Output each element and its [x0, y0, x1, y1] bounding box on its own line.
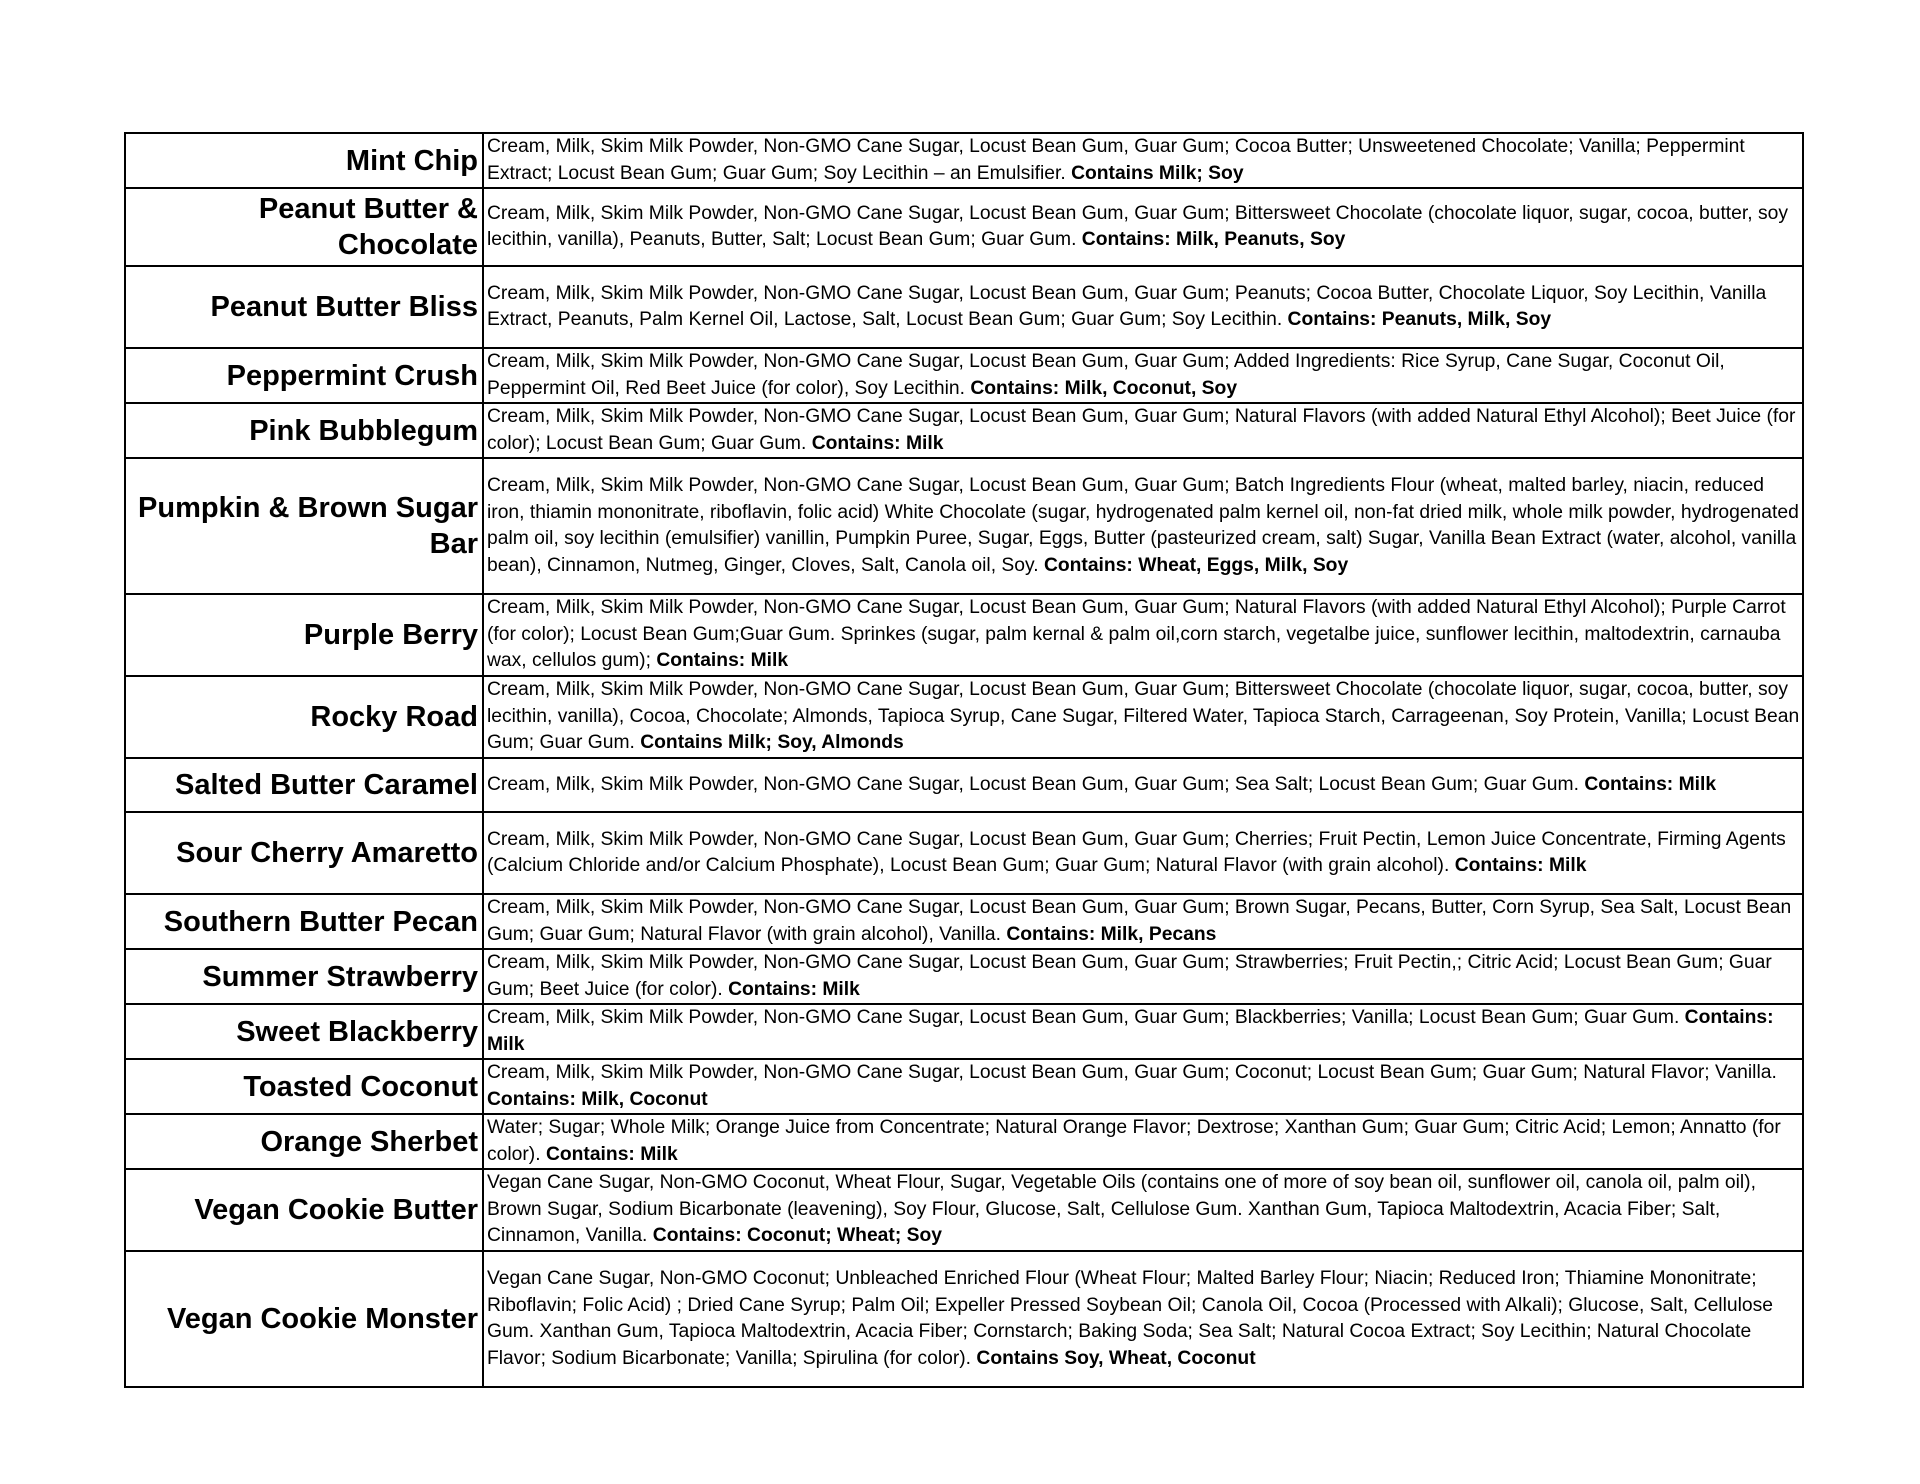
ingredients-table-container: [124, 132, 1802, 1388]
table-row: [125, 812, 1803, 894]
flavor-name-text: Sour Cherry Amaretto: [176, 837, 478, 869]
ingredients-text: Cream, Milk, Skim Milk Powder, Non-GMO Cane Sugar, Locust Bean Gum, Guar Gum; Strawberries; Fruit Pectin,; Citric Acid; Locust Bean Gum; Guar Gum; Beet Juice (for color).: [487, 952, 1772, 1000]
table-row: [125, 676, 1803, 758]
ingredients-text: Cream, Milk, Skim Milk Powder, Non-GMO Cane Sugar, Locust Bean Gum, Guar Gum; Peanuts; Cocoa Butter, Chocolate Liquor, Soy Lecithin, Vanilla Extract, Peanuts, Palm Kernel Oil, Lactose, Salt, Locust Bean Gum; Guar Gum; Soy Lecithin.: [487, 282, 1767, 330]
flavor-name-text: Peanut Butter & Chocolate: [258, 193, 478, 261]
allergen-contains: Contains: Peanuts, Milk, Soy: [1287, 309, 1552, 330]
flavor-name-text: Rocky Road: [310, 701, 478, 733]
allergen-contains: Contains: Wheat, Eggs, Milk, Soy: [1043, 554, 1349, 576]
flavor-name-text: Toasted Coconut: [243, 1070, 478, 1103]
allergen-contains: Contains: Milk: [728, 978, 860, 1000]
flavor-name: [125, 188, 483, 266]
ingredients-table-body: [125, 133, 1803, 1387]
ingredients-cell: [483, 403, 1803, 458]
ingredients-cell: [483, 949, 1803, 1004]
ingredients-table: [124, 132, 1804, 1388]
ingredients-cell: [483, 1114, 1803, 1169]
allergen-contains: Contains: Milk: [1584, 773, 1717, 795]
table-row: [125, 1059, 1803, 1114]
flavor-name: [125, 949, 483, 1004]
ingredients-text: Cream, Milk, Skim Milk Powder, Non-GMO Cane Sugar, Locust Bean Gum, Guar Gum; Batch Ingredients Flour (wheat, malted barley, niacin, reduced iron, thiamin mononitrate, riboflavin, folic acid) White Chocolate (sugar, hydrogenated palm kernel oil, non-fat dried milk, whole milk powder, hydrogenated palm oil, soy lecithin (emulsifier) vanillin, Pumpkin Puree, Sugar, Eggs, Butter (pasteurized cream, salt) Sugar, Vanilla Bean Extract (water, alcohol, vanilla bean), Cinnamon, Nutmeg, Ginger, Cloves, Salt, Canola oil, Soy.: [487, 475, 1799, 576]
table-row: [125, 1004, 1803, 1059]
ingredients-cell: [483, 812, 1803, 894]
table-row: [125, 1251, 1803, 1387]
table-row: [125, 594, 1803, 676]
flavor-name: [125, 266, 483, 348]
allergen-contains: Contains: Milk: [1454, 855, 1587, 876]
ingredients-text: Vegan Cane Sugar, Non-GMO Coconut; Unbleached Enriched Flour (Wheat Flour; Malted Barley Flour; Niacin; Reduced Iron; Thiamine Mononitrate; Riboflavin; Folic Acid) ; Dried Cane Syrup; Palm Oil; Expeller Pressed Soybean Oil; Canola Oil, Cocoa (Processed with Alkali); Glucose, Salt, Cellulose Gum. Xanthan Gum, Tapioca Maltodextrin, Acacia Fiber; Cornstarch; Baking Soda; Sea Salt; Natural Cocoa Extract; Soy Lecithin; Natural Chocolate Flavor; Sodium Bicarbonate; Vanilla; Spirulina (for color).: [487, 1268, 1773, 1369]
table-row: [125, 894, 1803, 949]
flavor-name: [125, 1004, 483, 1059]
allergen-contains: Contains: Coconut; Wheat; Soy: [652, 1225, 942, 1247]
ingredients-text: Cream, Milk, Skim Milk Powder, Non-GMO Cane Sugar, Locust Bean Gum, Guar Gum; Added Ingredients: Rice Syrup, Cane Sugar, Coconut Oil, Peppermint Oil, Red Beet Juice (for color), Soy Lecithin.: [487, 351, 1725, 399]
allergen-contains: Contains: Milk: [487, 1007, 1774, 1055]
flavor-name: [125, 812, 483, 894]
table-row: [125, 266, 1803, 348]
allergen-contains: Contains: Milk: [811, 432, 944, 454]
flavor-name: [125, 1169, 483, 1251]
ingredients-cell: [483, 458, 1803, 594]
ingredients-cell: [483, 348, 1803, 403]
table-row: [125, 403, 1803, 458]
flavor-name-text: Summer Strawberry: [202, 960, 478, 993]
flavor-name: [125, 458, 483, 594]
allergen-contains: Contains Soy, Wheat, Coconut: [976, 1347, 1256, 1369]
table-row: [125, 188, 1803, 266]
flavor-name: [125, 133, 483, 188]
table-row: [125, 458, 1803, 594]
flavor-name-text: Peppermint Crush: [226, 359, 478, 392]
flavor-name-text: Orange Sherbet: [260, 1125, 478, 1158]
flavor-name: [125, 348, 483, 403]
ingredients-text: Cream, Milk, Skim Milk Powder, Non-GMO Cane Sugar, Locust Bean Gum, Guar Gum; Cherries; Fruit Pectin, Lemon Juice Concentrate, Firming Agents (Calcium Chloride and/or Calcium Phosphate), Locust Bean Gum; Guar Gum; Natural Flavor (with grain alcohol).: [487, 828, 1786, 876]
ingredients-cell: [483, 594, 1803, 676]
table-row: [125, 949, 1803, 1004]
allergen-contains: Contains Milk; Soy: [1071, 162, 1244, 184]
flavor-name-text: Vegan Cookie Butter: [194, 1194, 478, 1226]
ingredients-text: Cream, Milk, Skim Milk Powder, Non-GMO Cane Sugar, Locust Bean Gum, Guar Gum; Cocoa Butter; Unsweetened Chocolate; Vanilla; Peppermint Extract; Locust Bean Gum; Guar Gum; Soy Lecithin – an Emulsifier.: [487, 136, 1745, 184]
flavor-name-text: Purple Berry: [303, 619, 478, 651]
ingredients-text: Cream, Milk, Skim Milk Powder, Non-GMO Cane Sugar, Locust Bean Gum, Guar Gum; Brown Sugar, Pecans, Butter, Corn Syrup, Sea Salt, Locust Bean Gum; Guar Gum; Natural Flavor (with grain alcohol), Vanilla.: [487, 897, 1792, 945]
ingredients-cell: [483, 1169, 1803, 1251]
table-row: [125, 1169, 1803, 1251]
allergen-contains: Contains: Milk: [656, 650, 789, 672]
flavor-name-text: Pink Bubblegum: [249, 414, 478, 447]
flavor-name: [125, 758, 483, 812]
flavor-name-text: Peanut Butter Bliss: [210, 291, 478, 323]
allergen-contains: Contains: Milk, Coconut, Soy: [970, 377, 1238, 399]
ingredients-cell: [483, 758, 1803, 812]
ingredients-text: Cream, Milk, Skim Milk Powder, Non-GMO Cane Sugar, Locust Bean Gum, Guar Gum; Bittersweet Chocolate (chocolate liquor, sugar, cocoa, butter, soy lecithin, vanilla), Peanuts, Butter, Salt; Locust Bean Gum; Guar Gum.: [487, 202, 1788, 250]
ingredients-cell: [483, 133, 1803, 188]
ingredients-text: Cream, Milk, Skim Milk Powder, Non-GMO Cane Sugar, Locust Bean Gum, Guar Gum; Bittersweet Chocolate (chocolate liquor, sugar, cocoa, butter, soy lecithin, vanilla), Cocoa, Chocolate; Almonds, Tapioca Syrup, Cane Sugar, Filtered Water, Tapioca Starch, Carrageenan, Soy Protein, Vanilla; Locust Bean Gum; Guar Gum.: [487, 679, 1800, 754]
ingredients-text: Cream, Milk, Skim Milk Powder, Non-GMO Cane Sugar, Locust Bean Gum, Guar Gum; Natural Flavors (with added Natural Ethyl Alcohol); Beet Juice (for color); Locust Bean Gum; Guar Gum.: [487, 406, 1796, 454]
table-row: [125, 348, 1803, 403]
ingredients-cell: [483, 188, 1803, 266]
ingredients-cell: [483, 894, 1803, 949]
flavor-name: [125, 1251, 483, 1387]
ingredients-text: Vegan Cane Sugar, Non-GMO Coconut, Wheat Flour, Sugar, Vegetable Oils (contains one of more of soy bean oil, sunflower oil, canola oil, palm oil), Brown Sugar, Sodium Bicarbonate (leavening), Soy Flour, Glucose, Salt, Cellulose Gum. Xanthan Gum, Tapioca Maltodextrin, Acacia Fiber; Salt, Cinnamon, Vanilla.: [487, 1172, 1756, 1247]
flavor-name-text: Vegan Cookie Monster: [166, 1303, 478, 1335]
ingredients-cell: [483, 1059, 1803, 1114]
ingredients-cell: [483, 1251, 1803, 1387]
ingredients-cell: [483, 266, 1803, 348]
flavor-name: [125, 894, 483, 949]
allergen-contains: Contains: Milk, Coconut: [487, 1088, 708, 1110]
ingredients-cell: [483, 676, 1803, 758]
ingredients-cell: [483, 1004, 1803, 1059]
allergen-contains: Contains: Milk: [545, 1143, 678, 1165]
allergen-contains: Contains Milk; Soy, Almonds: [640, 732, 904, 754]
ingredients-text: Cream, Milk, Skim Milk Powder, Non-GMO Cane Sugar, Locust Bean Gum, Guar Gum; Blackberries; Vanilla; Locust Bean Gum; Guar Gum.: [487, 1007, 1685, 1028]
flavor-name: [125, 676, 483, 758]
table-row: [125, 1114, 1803, 1169]
ingredients-text: Cream, Milk, Skim Milk Powder, Non-GMO Cane Sugar, Locust Bean Gum, Guar Gum; Sea Salt; Locust Bean Gum; Guar Gum.: [487, 773, 1585, 795]
allergen-contains: Contains: Milk, Peanuts, Soy: [1081, 229, 1346, 250]
flavor-name: [125, 403, 483, 458]
ingredients-text: Water; Sugar; Whole Milk; Orange Juice from Concentrate; Natural Orange Flavor; Dextrose; Xanthan Gum; Guar Gum; Citric Acid; Lemon; Annatto (for color).: [487, 1117, 1781, 1165]
ingredients-text: Cream, Milk, Skim Milk Powder, Non-GMO Cane Sugar, Locust Bean Gum, Guar Gum; Natural Flavors (with added Natural Ethyl Alcohol); Purple Carrot (for color); Locust Bean Gum;Guar Gum. Sprinkes (sugar, palm kernal & palm oil,corn starch, vegetalbe juice, sunflower lecithin, maltodextrin, carnauba wax, cellulos gum);: [487, 597, 1786, 672]
flavor-name-text: Salted Butter Caramel: [175, 769, 478, 801]
ingredients-text: Cream, Milk, Skim Milk Powder, Non-GMO Cane Sugar, Locust Bean Gum, Guar Gum; Coconut; Locust Bean Gum; Guar Gum; Natural Flavor; Vanilla.: [487, 1062, 1777, 1083]
table-row: [125, 758, 1803, 812]
flavor-name-text: Sweet Blackberry: [236, 1015, 478, 1048]
table-row: [125, 133, 1803, 188]
flavor-name: [125, 1059, 483, 1114]
flavor-name: [125, 594, 483, 676]
flavor-name-text: Southern Butter Pecan: [163, 905, 478, 938]
flavor-name-text: Mint Chip: [345, 144, 478, 177]
flavor-name-text: Pumpkin & Brown Sugar Bar: [138, 492, 478, 560]
flavor-name: [125, 1114, 483, 1169]
allergen-contains: Contains: Milk, Pecans: [1006, 923, 1217, 945]
